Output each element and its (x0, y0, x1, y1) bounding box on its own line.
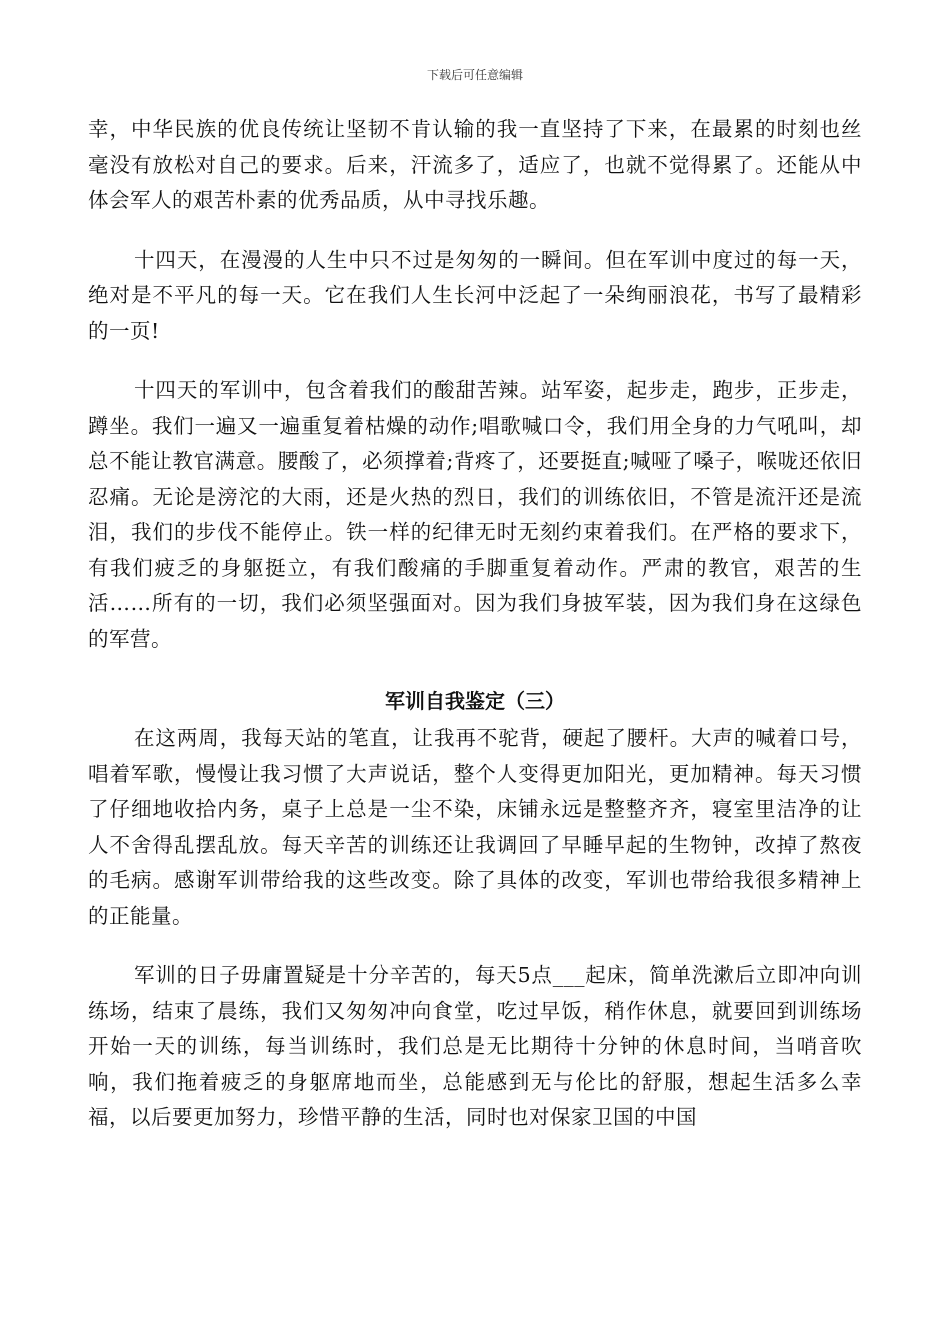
paragraph-continued: 幸，中华民族的优良传统让坚韧不肯认输的我一直坚持了下来，在最累的时刻也丝毫没有放松对自己的要求。后来，汗流多了，适应了，也就不觉得累了。还能从中体会军人的艰苦朴素的优秀品质，从中寻找乐趣。 (88, 117, 862, 212)
paragraph: 军训的日子毋庸置疑是十分辛苦的，每天5点___起床，简单洗漱后立即冲向训练场，结束了晨练，我们又匆匆冲向食堂，吃过早饭，稍作休息，就要回到训练场开始一天的训练，每当训练时，我们总是无比期待十分钟的休息时间，当哨音吹响，我们拖着疲乏的身躯席地而坐，总能感到无与伦比的舒服，想起生活多么幸福，以后要更加努力，珍惜平静的生活，同时也对保家卫国的中国 (88, 963, 862, 1129)
paragraph-gap (88, 657, 862, 681)
paragraph-gap (88, 219, 862, 243)
paragraph-gap (88, 349, 862, 373)
paragraph: 十四天的军训中，包含着我们的酸甜苦辣。站军姿，起步走，跑步，正步走，蹲坐。我们一遍又一遍重复着枯燥的动作;唱歌喊口令，我们用全身的力气吼叫，却总不能让教官满意。腰酸了，必须撑着;背疼了，还要挺直;喊哑了嗓子，喉咙还依旧忍痛。无论是滂沱的大雨，还是火热的烈日，我们的训练依旧，不管是流汗还是流泪，我们的步伐不能停止。铁一样的纪律无时无刻约束着我们。在严格的要求下，有我们疲乏的身躯挺立，有我们酸痛的手脚重复着动作。严肃的教官，艰苦的生活……所有的一切，我们必须坚强面对。因为我们身披军装，因为我们身在这绿色的军营。 (88, 378, 862, 651)
paragraph: 十四天，在漫漫的人生中只不过是匆匆的一瞬间。但在军训中度过的每一天，绝对是不平凡的每一天。它在我们人生长河中泛起了一朵绚丽浪花，书写了最精彩的一页! (88, 247, 862, 343)
section-heading: 军训自我鉴定（三） (385, 689, 565, 713)
document-body (88, 112, 862, 1136)
page-header: 下载后可任意编辑 (426, 68, 523, 82)
paragraph: 在这两周，我每天站的笔直，让我再不驼背，硬起了腰杆。大声的喊着口号，唱着军歌，慢慢让我习惯了大声说话，整个人变得更加阳光，更加精神。每天习惯了仔细地收拾内务，桌子上总是一尘不染，床铺永远是整整齐齐，寝室里洁净的让人不舍得乱摆乱放。每天辛苦的训练还让我调回了早睡早起的生物钟，改掉了熬夜的毛病。感谢军训带给我的这些改变。除了具体的改变，军训也带给我很多精神上的正能量。 (88, 726, 862, 928)
paragraph-gap (88, 934, 862, 958)
